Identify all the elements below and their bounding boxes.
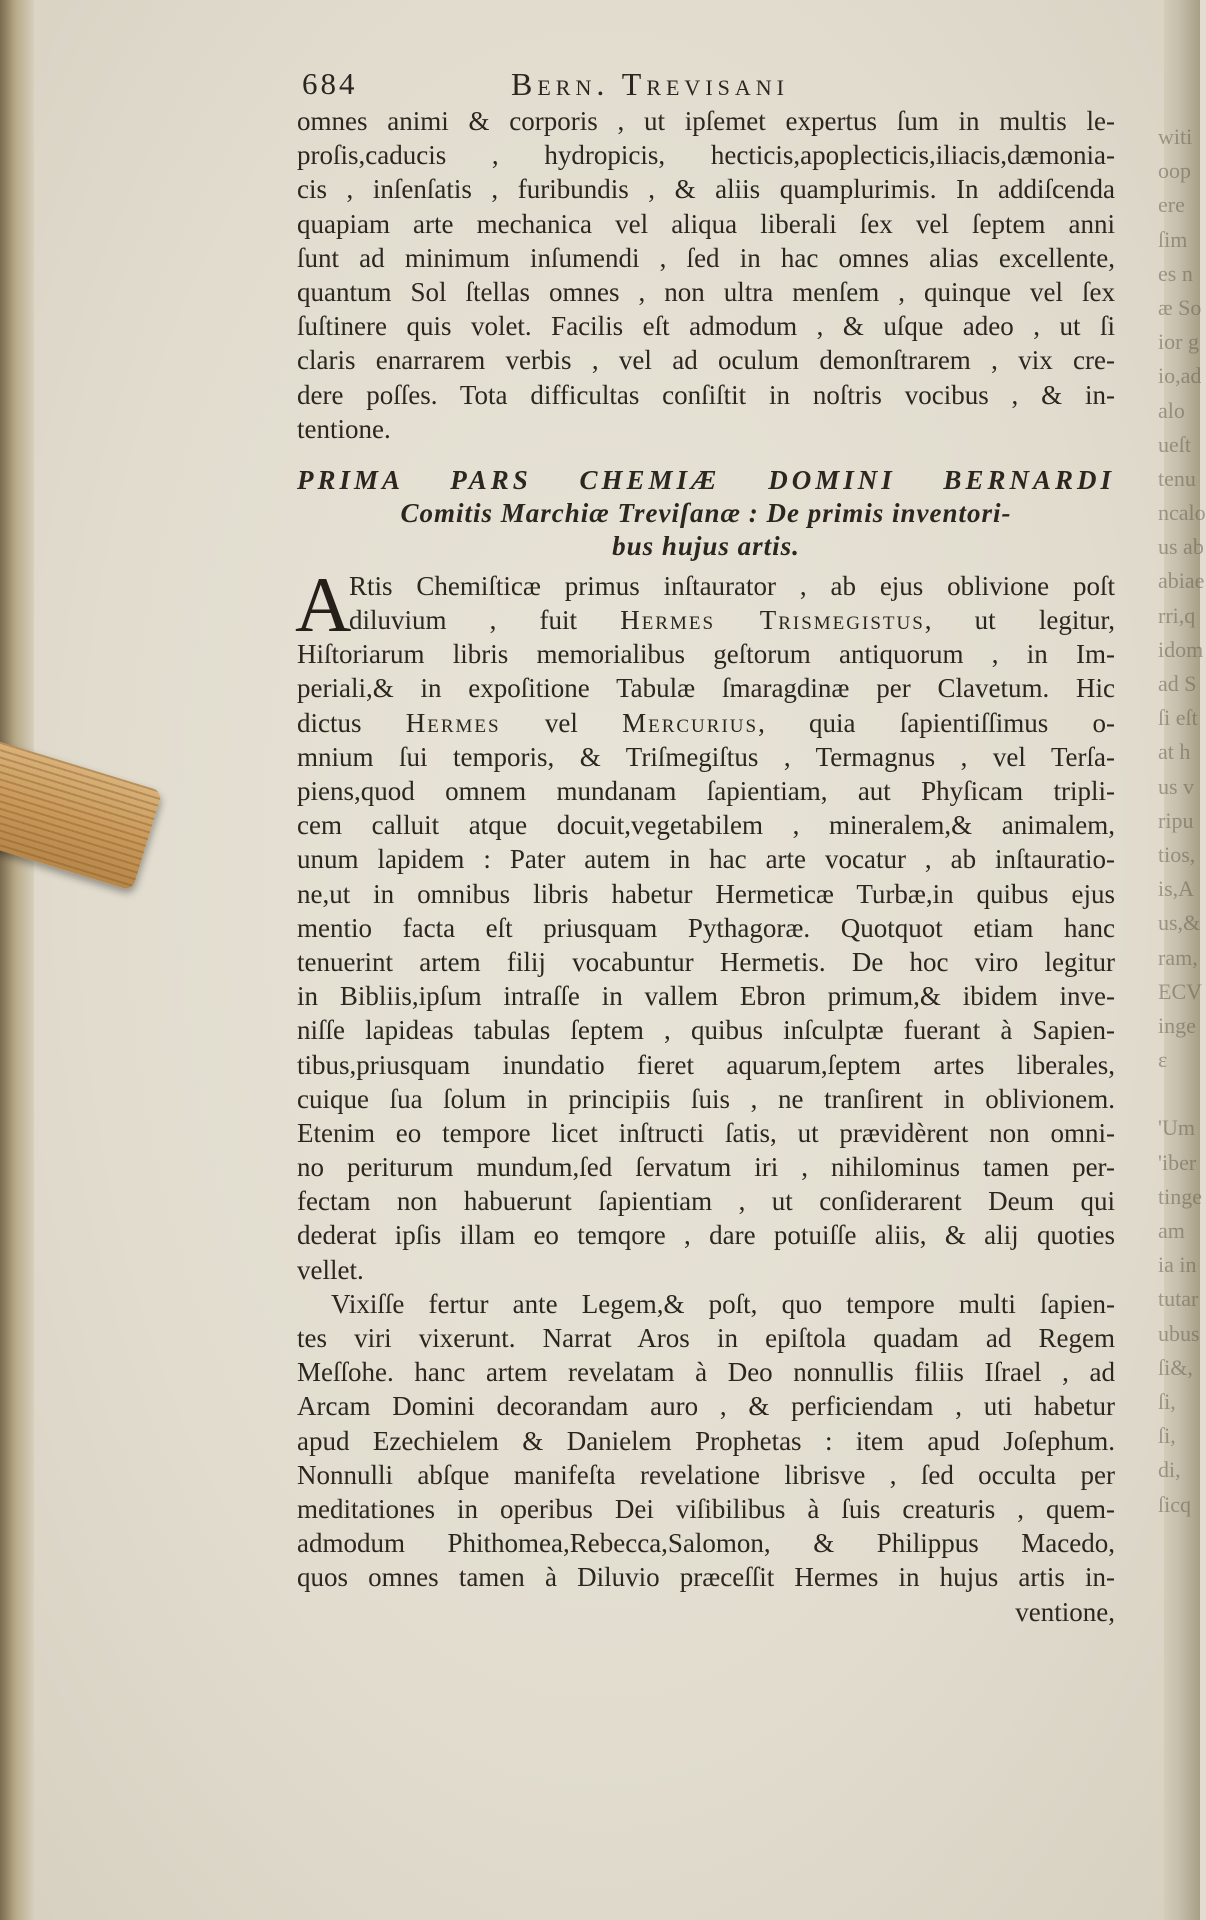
running-head [297,62,1115,104]
next-page-fragment: tios, [1158,841,1196,867]
paragraph-line: Rtis Chemiſticæ primus inſtaurator , ab ejus oblivione poſt [349,570,1115,601]
text-segment: diluvium , fuit [349,605,621,636]
paragraph-hermes [295,560,1116,1287]
paragraph-line: unum lapidem : Pater autem in hac arte vocatur , ab inſtauratio- [297,844,1115,875]
paragraph-line: ſuſtinere quis volet. Facilis eſt admodum , & uſque adeo , ut ſi [297,311,1115,342]
name-hermes: Hermes [405,707,501,738]
next-page-fragment: abiae [1158,568,1205,594]
next-page-fragment: us,& [1158,910,1201,936]
next-page-fragment: æ So [1158,294,1202,320]
next-page-fragment: 'iber [1158,1149,1197,1175]
paragraph-line: quantum Sol ſtellas omnes , non ultra menſem , quinque vel ſex [297,276,1115,307]
next-page-fragment: rri,q [1158,602,1196,628]
next-page-fragment: ior g [1158,329,1199,355]
paragraph-line: dederat ipſis illam eo temqore , dare potuiſſe aliis, & alij quoties [297,1220,1115,1251]
text-segment: vel [500,707,623,738]
next-page-fragment: ECV [1158,978,1202,1004]
paragraph-line: tentione. [297,413,391,444]
next-page-fragment: ad S [1158,671,1197,696]
next-page-fragment: us ab [1158,534,1204,560]
paragraph-line: cis , inſenſatis , furibundis , & aliis quamplurimis. In addiſcenda [297,174,1115,205]
paragraph-line: Arcam Domini decorandam auro , & perficiendam , uti habetur [297,1391,1115,1422]
paragraph-line: dere poſſes. Tota difficultas conſiſtit in noſtris vocibus , & in- [297,379,1115,410]
paragraph-line: tes viri vixerunt. Narrat Aros in epiſtola quadam ad Regem [297,1323,1115,1353]
next-page-fragment: ſim [1158,226,1188,252]
paragraph-line: quos omnes tamen à Diluvio præceſſit Hermes in hujus artis in- [297,1562,1115,1593]
paragraph-line: quapiam arte mechanica vel aliqua liberali ſex vel ſeptem anni [297,208,1115,239]
paragraph-line: mnium ſui temporis, & Triſmegiſtus , Termagnus , vel Terſa- [297,741,1115,772]
next-page-fragment: 'Um [1158,1115,1195,1141]
next-page-fragment: witi [1158,124,1193,149]
paragraph-line: no periturum mundum,ſed ſervatum iri , nihilominus tamen per- [297,1152,1115,1183]
next-page-fragment: tenu [1158,465,1196,491]
next-page-fragment: es n [1158,260,1193,286]
next-page-fragment: ueſt [1158,431,1191,457]
paragraph-line: in Bibliis,ipſum intraſſe in vallem Ebron primum,& ibidem inve- [297,981,1115,1012]
paragraph-line: cem calluit atque docuit,vegetabilem , mineralem,& animalem, [297,810,1115,841]
next-page-fragment: idom [1158,636,1204,662]
next-page-fragment: alo [1158,397,1185,423]
paragraph-line: claris enarrarem verbis , vel ad oculum demonſtrarem , vix cre- [297,345,1115,376]
intro-paragraph [297,104,1115,446]
name-mercurius: Mercurius [622,707,759,738]
next-page-text-fragments [1158,120,1206,1522]
paragraph-line: Vixiſſe fertur ante Legem,& poſt, quo tempore multi ſapien- [331,1288,1115,1319]
paragraph-line: admodum Phithomea,Rebecca,Salomon, & Philippus Macedo, [297,1528,1115,1559]
paragraph-line: niſſe lapideas tabulas ſeptem , quibus inſculptæ fuerant à Sapien- [297,1015,1115,1046]
next-page-fragment [1158,1077,1200,1111]
paragraph-line: Nonnulli abſque manifeſta revelatione librisve , ſed occulta per [297,1459,1115,1490]
text-segment: , ut legitur, [924,605,1115,636]
next-page-fragment: ram, [1158,944,1198,970]
section-heading-line-2: Comitis Marchiæ Treviſanæ : De primis inventori- [400,497,1012,528]
next-page-fragment: ere [1158,192,1185,218]
next-page-fragment: ubus [1158,1320,1200,1346]
next-page-fragment: ſi, [1158,1423,1176,1449]
next-page-fragment: at h [1158,739,1191,765]
page-number: 684 [302,66,358,101]
paragraph-line: tenuerint artem filij vocabuntur Hermetis. De hoc viro legitur [297,946,1115,977]
next-page-fragment: is,A [1158,876,1195,902]
paragraph-line: proſis,caducis , hydropicis, hecticis,apoplecticis,iliacis,dæmonia- [297,140,1115,171]
paragraph-line: periali,& in expoſitione Tabulæ ſmaragdinæ per Clavetum. Hic [297,673,1115,704]
paragraph-line: tibus,priusquam inundatio fieret aquarum,ſeptem artes liberales, [297,1049,1115,1080]
next-page-fragment: ſi&, [1158,1354,1193,1380]
paragraph-line: fectam non habuerunt ſapientiam , ut conſiderarent Deum qui [297,1186,1115,1217]
paragraph-body [297,740,1115,1287]
paragraph-line: cuique ſua ſolum in principiis ſuis , ne tranſirent in oblivionem. [297,1083,1115,1114]
next-page-fragment: ſi, [1158,1388,1176,1414]
next-page-fragment: tinge [1158,1183,1202,1209]
next-page-fragment: ripu [1158,807,1194,833]
section-heading-line-1: PRIMA PARS CHEMIÆ DOMINI BERNARDI [297,464,1115,495]
paragraph-line: piens,quod omnem mundanam ſapientiam, aut Phyſicam tripli- [297,776,1115,806]
next-page-fragment: tutar [1158,1286,1199,1312]
paragraph-line: Hiſtoriarum libris memorialibus geſtorum antiquorum , in Im- [297,639,1115,670]
left-gutter-shadow [0,0,34,1920]
catchword: ventione, [1015,1596,1115,1627]
text-segment: , quia ſapientiſſimus o- [758,707,1116,738]
paragraph-vixisse [297,1287,1115,1595]
next-page-fragment: am [1158,1218,1185,1243]
paragraph-line: ne,ut in omnibus libris habetur Hermeticæ Turbæ,in quibus ejus [297,878,1115,909]
paragraph-line [297,706,1115,740]
next-page-fragment: inge [1158,1012,1196,1038]
paragraph-line: apud Ezechielem & Danielem Prophetas : item apud Joſephum. [297,1425,1115,1456]
next-page-fragment: di, [1158,1457,1181,1483]
running-head-title: Bern. Trevisani [511,66,789,102]
next-page-fragment: ſi eſt [1158,705,1198,731]
next-page-fragment: ε [1158,1047,1168,1073]
section-heading [297,464,1115,563]
name-hermes-trismegistus: Hermes Trismegistus [620,605,925,636]
paragraph-line: Meſſohe. hanc artem revelatam à Deo nonnullis filiis Iſrael , ad [297,1357,1115,1388]
paragraph-line: ſunt ad minimum inſumendi , ſed in hac omnes alias excellente, [297,242,1115,273]
paragraph-line: omnes animi & corporis , ut ipſemet expertus ſum in multis le- [297,106,1115,136]
next-page-fragment: ncalo [1158,500,1206,526]
paragraph-line: vellet. [297,1254,364,1285]
next-page-fragment: us v [1158,773,1195,799]
text-segment: dictus [297,707,406,738]
section-heading-line-3: bus hujus artis. [612,530,800,561]
text-block [297,62,1115,1629]
paragraph-line: meditationes in operibus Dei viſibilibus à ſuis creaturis , quem- [297,1493,1115,1524]
next-page-fragment: ia in [1158,1252,1197,1278]
next-page-fragment: ſicq [1158,1491,1191,1517]
drop-cap: A [295,560,352,648]
paragraph-line [297,603,1115,637]
next-page-fragment: oop [1158,158,1191,184]
paragraph-line: mentio facta eſt priusquam Pythagoræ. Quotquot etiam hanc [297,912,1115,943]
paragraph-line: Etenim eo tempore licet inſtructi ſatis, ut prævidèrent non omni- [297,1117,1115,1148]
next-page-fragment: io,ad [1158,363,1202,389]
